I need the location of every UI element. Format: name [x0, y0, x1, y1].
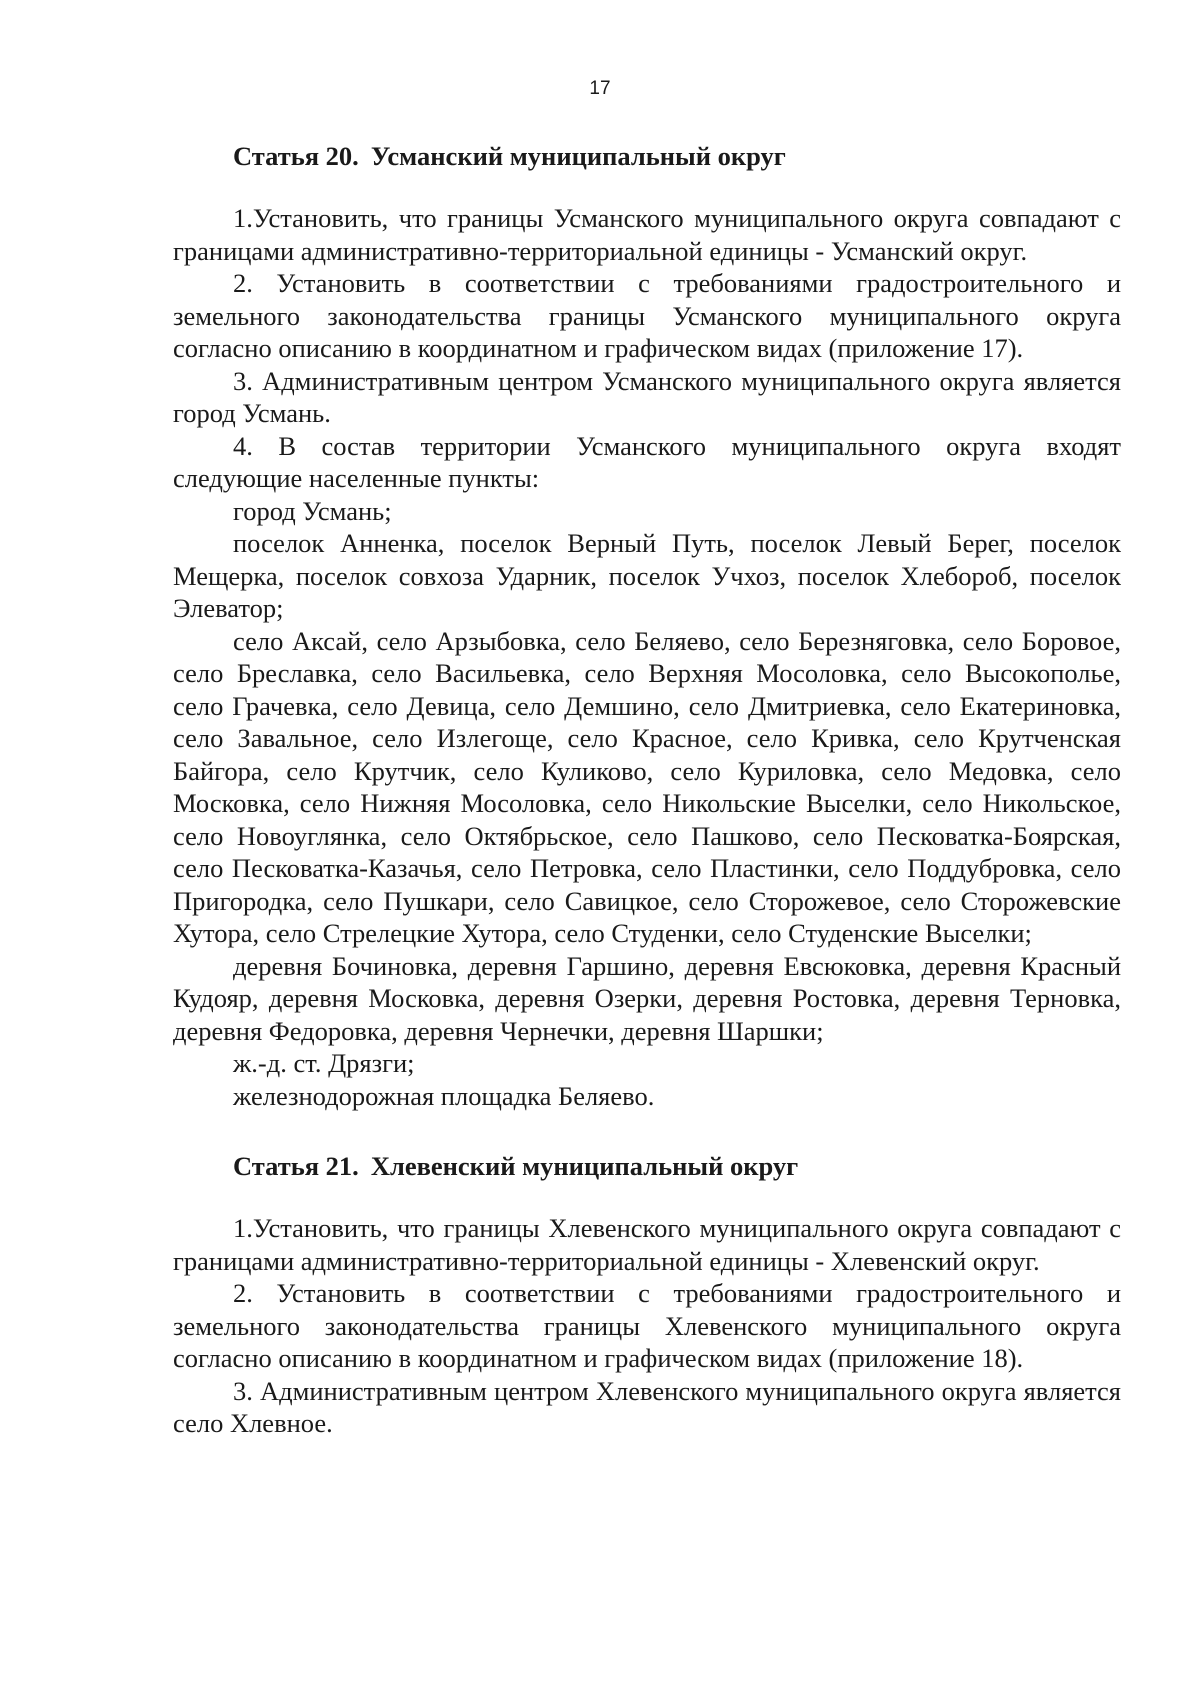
article-20-village-list: село Аксай, село Арзыбовка, село Беляево, село Березняговка, село Боровое, село Бреславка, село Васильевка, село Верхняя Мосоловка, село Высокополье, село Грачевка, село Девица, село Демшино, село Дмитриевка, село Екатериновка, село Завальное, село Излегоще, село Красное, село Кривка, село Крутченская Байгора, село Крутчик, село Куликово, село Куриловка, село Медовка, село Московка, село Нижняя Мосоловка, село Никольские Выселки, село Никольское, село Новоуглянка, село Октябрьское, село Пашково, село Песковатка-Боярская, село Песковатка-Казачья, село Петровка, село Пластинки, село Поддубровка, село Пригородка, село Пушкари, село Савицкое, село Сторожевое, село Сторожевские Хутора, село Стрелецкие Хутора, село Студенки, село Студенские Выселки;	[173, 625, 1121, 948]
article-20-paragraph-4: 4. В состав территории Усманского муниципального округа входят следующие населенные пункты:	[173, 430, 1121, 493]
article-20-paragraph-1: 1.Установить, что границы Усманского муниципального округа совпадают с границами административно-территориальной единицы - Усманский округ.	[173, 203, 1121, 266]
article-21-label: Статья 21.	[233, 1151, 359, 1181]
document-body	[173, 128, 1121, 1440]
article-21-paragraph-1: 1.Установить, что границы Хлевенского муниципального округа совпадают с границами административно-территориальной единицы - Хлевенский округ.	[173, 1213, 1121, 1276]
page-number: 17	[589, 78, 611, 99]
spacer	[173, 1112, 1121, 1138]
article-20-label: Статья 20.	[233, 141, 359, 171]
article-21-heading	[233, 1146, 1121, 1186]
article-20-station-list: ж.-д. ст. Дрязги;	[233, 1048, 415, 1078]
article-20-paragraph-3: 3. Административным центром Усманского муниципального округа является город Усмань.	[173, 365, 1121, 428]
article-20-city-list: город Усмань;	[233, 495, 392, 526]
article-21-paragraph-2: 2. Установить в соответствии с требованиями градостроительного и земельного законодательства границы Хлевенского муниципального округа согласно описанию в координатном и графическом видах (приложение 18).	[173, 1278, 1121, 1373]
article-20-hamlet-list: деревня Бочиновка, деревня Гаршино, деревня Евсюковка, деревня Красный Кудояр, деревня Московка, деревня Озерки, деревня Ростовка, деревня Терновка, деревня Федоровка, деревня Чернечки, деревня Шаршки;	[173, 950, 1121, 1046]
article-21-title: Хлевенский муниципальный округ	[370, 1151, 799, 1181]
article-20-paragraph-2: 2. Установить в соответствии с требованиями градостроительного и земельного законодательства границы Усманского муниципального округа согласно описанию в координатном и графическом видах (приложение 17).	[173, 268, 1121, 363]
article-21-paragraph-3: 3. Административным центром Хлевенского муниципального округа является село Хлевное.	[173, 1375, 1121, 1438]
article-20-title: Усманский муниципальный округ	[370, 141, 786, 171]
spacer	[173, 176, 1121, 202]
spacer	[173, 1186, 1121, 1212]
article-20-heading	[233, 136, 1121, 176]
article-20-platform-list: железнодорожная площадка Беляево.	[233, 1080, 655, 1111]
article-20-settlement-list: поселок Анненка, поселок Верный Путь, поселок Левый Берег, поселок Мещерка, поселок совхоза Ударник, поселок Учхоз, поселок Хлебороб, поселок Элеватор;	[173, 528, 1121, 623]
